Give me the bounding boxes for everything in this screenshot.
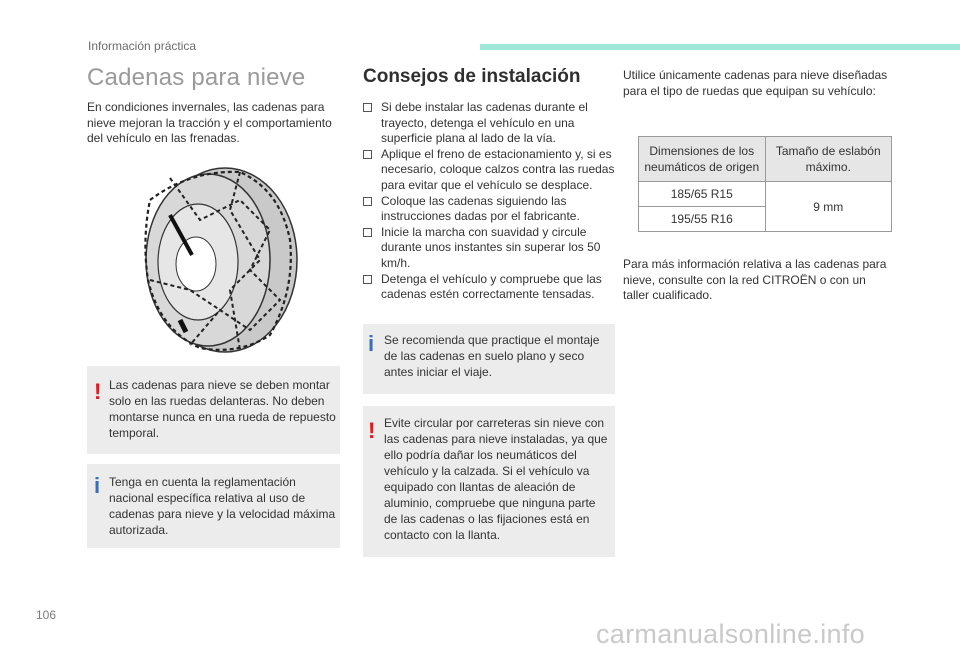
info-box-practice (363, 324, 615, 394)
warning-text-front-wheels: Las cadenas para nieve se deben montar solo en las ruedas delanteras. No deben montarse nunca en una rueda de repuesto temporal. (109, 378, 336, 440)
chain-size-table (638, 136, 892, 232)
warning-icon: ! (94, 379, 102, 404)
table-cell-size: 195/55 R16 (639, 207, 766, 232)
intro-paragraph: En condiciones invernales, las cadenas para nieve mejoran la tracción y el comportamiento del vehículo en las frenadas. (87, 100, 332, 145)
table-header-link-size: Tamaño de eslabón máximo. (765, 137, 892, 182)
checkbox-square-icon (363, 150, 372, 159)
warning-box-front-wheels (87, 366, 340, 454)
table-header-row (639, 137, 892, 182)
checkbox-square-icon (363, 197, 372, 206)
list-item: Coloque las cadenas siguiendo las instrucciones dadas por el fabricante. (363, 194, 615, 225)
list-item: Inicie la marcha con suavidad y circule durante unos instantes sin superar los 50 km/h. (363, 225, 615, 272)
table-cell-size: 185/65 R15 (639, 182, 766, 207)
section-header: Información práctica (88, 39, 197, 53)
page-number: 106 (36, 608, 57, 622)
info-icon: i (368, 331, 375, 356)
warning-text-no-snow: Evite circular por carreteras sin nieve con las cadenas para nieve instaladas, ya que ello podría dañar los neumáticos del vehículo y la calzada. Si el vehículo va equipado con llantas de aleación de aluminio, compruebe que ninguna parte de las cadenas o las fijaciones está en contacto con la llanta. (384, 416, 608, 542)
header-accent-bar (480, 44, 960, 50)
warning-box-no-snow (363, 406, 615, 557)
list-item: Aplique el freno de estacionamiento y, si es necesario, coloque calzos contra las ruedas para evitar que el vehículo se desplace. (363, 147, 615, 194)
list-item: Detenga el vehículo y compruebe que las cadenas estén correctamente tensadas. (363, 272, 615, 303)
checkbox-square-icon (363, 275, 372, 284)
checkbox-square-icon (363, 228, 372, 237)
tire-chain-illustration (130, 160, 305, 360)
info-icon: i (94, 473, 101, 498)
table-header-dimensions: Dimensiones de los neumáticos de origen (639, 137, 766, 182)
checkbox-square-icon (363, 103, 372, 112)
warning-icon: ! (368, 418, 376, 443)
page-title: Cadenas para nieve (87, 64, 306, 91)
table-cell-link-size: 9 mm (765, 182, 892, 232)
list-item: Si debe instalar las cadenas durante el trayecto, detenga el vehículo en una superficie plana al lado de la vía. (363, 100, 615, 147)
footer-note: Para más información relativa a las cadenas para nieve, consulte con la red CITROËN o con un taller cualificado. (623, 257, 887, 302)
installation-steps-list (363, 100, 615, 303)
section-title-installation: Consejos de instalación (363, 66, 581, 87)
info-text-regulation: Tenga en cuenta la reglamentación nacional específica relativa al uso de cadenas para nieve y la velocidad máxima autorizada. (109, 475, 336, 537)
table-row (639, 182, 892, 207)
table-intro: Utilice únicamente cadenas para nieve diseñadas para el tipo de ruedas que equipan su vehículo: (623, 68, 888, 98)
watermark: carmanualsonline.info (596, 619, 865, 649)
info-box-regulation (87, 464, 340, 548)
info-text-practice: Se recomienda que practique el montaje de las cadenas en suelo plano y seco antes iniciar el viaje. (384, 333, 600, 379)
